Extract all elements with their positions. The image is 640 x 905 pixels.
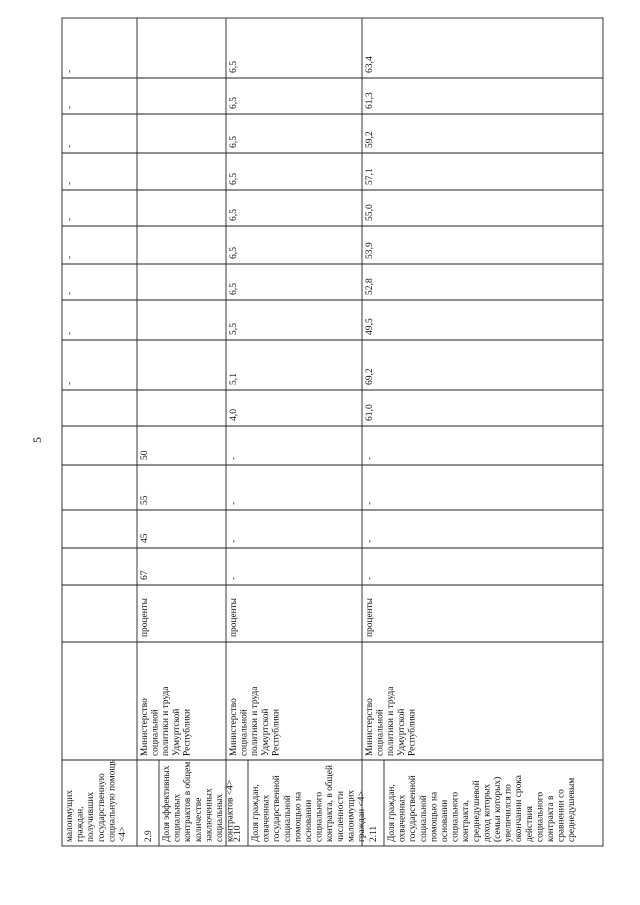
- row-0-value-6: -: [64, 331, 75, 335]
- row-1-value-1: 45: [139, 533, 150, 543]
- row-3-value-6: 49,5: [364, 318, 375, 335]
- row-1-number: 2.9: [144, 830, 154, 842]
- row-3-value-9: 55,0: [364, 204, 375, 221]
- row-1-indicator: Доля эффективныхсоциальныхконтрактов в общемколичествезаключенныхсоциальныхконтрактов <4>: [162, 761, 236, 842]
- row-0-value-8: -: [64, 255, 75, 259]
- row-2-indicator: Доля граждан,охваченныхгосударственнойсоциальнойпомощью наоснованиисоциальногоконтракта, в общейчисленностималоимущихграждан <4>: [251, 765, 367, 842]
- row-3-executor: Министерствосоциальнойполитики и трудаУдмуртскойРеспублики: [365, 686, 418, 756]
- row-1-value-0: 67: [139, 570, 150, 580]
- row-0-value-12: -: [64, 105, 75, 109]
- page-number: 5: [30, 437, 44, 443]
- row-2-value-4: 4,0: [228, 409, 239, 421]
- row-2-number: 2.10: [233, 825, 243, 842]
- row-0-value-7: -: [64, 291, 75, 295]
- row-3-value-5: 69,2: [364, 368, 375, 385]
- row-2-unit: проценты: [229, 598, 239, 637]
- row-3-value-1: -: [364, 539, 375, 543]
- row-3-value-8: 53,9: [364, 242, 375, 259]
- row-3-value-7: 52,8: [364, 278, 375, 295]
- row-2-value-1: -: [228, 539, 239, 543]
- row-1-executor: Министерствосоциальнойполитики и трудаУдмуртскойРеспублики: [140, 686, 193, 756]
- row-1-value-3: 50: [139, 450, 150, 460]
- row-3-value-4: 61,0: [364, 404, 375, 421]
- row-3-value-11: 59,2: [364, 131, 375, 148]
- row-3-value-12: 61,3: [364, 92, 375, 109]
- row-2-value-8: 6,5: [228, 247, 239, 259]
- row-0-value-9: -: [64, 217, 75, 221]
- row-2-executor: Министерствосоциальнойполитики и трудаУдмуртскойРеспублики: [229, 686, 282, 756]
- row-2-value-3: -: [228, 456, 239, 460]
- row-2-value-13: 6,5: [228, 61, 239, 73]
- row-3-value-13: 63,4: [364, 56, 375, 73]
- row-2-value-10: 6,5: [228, 173, 239, 185]
- row-3-number: 2.11: [369, 825, 379, 842]
- row-1-unit: проценты: [140, 598, 150, 637]
- row-1-value-2: 55: [139, 495, 150, 505]
- row-2-value-6: 5,5: [228, 323, 239, 335]
- row-0-value-10: -: [64, 181, 75, 185]
- row-3-unit: проценты: [365, 598, 375, 637]
- row-3-indicator: Доля граждан,охваченныхгосударственнойсоциальнойпомощью наоснованиисоциальногоконтракта,среднедушевойдоход которых(семьи которых)увеличился поокончании срокадействиясоциальногоконтракта всравнении сосреднедушевым: [387, 775, 578, 842]
- row-3-value-2: -: [364, 501, 375, 505]
- row-2-value-9: 6,5: [228, 209, 239, 221]
- row-2-value-0: -: [228, 576, 239, 580]
- row-2-value-7: 6,5: [228, 283, 239, 295]
- row-0-value-5: -: [64, 381, 75, 385]
- row-0-value-13: -: [64, 69, 75, 73]
- row-2-value-5: 5,1: [228, 373, 239, 385]
- row-3-value-3: -: [364, 456, 375, 460]
- row-3-value-10: 57,1: [364, 168, 375, 185]
- row-0-indicator: малоимущихграждан,получившихгосударственнуюсоциальную помощь<4>: [65, 759, 128, 842]
- row-0-value-11: -: [64, 144, 75, 148]
- row-2-value-2: -: [228, 501, 239, 505]
- row-3-value-0: -: [364, 576, 375, 580]
- row-2-value-12: 6,5: [228, 97, 239, 109]
- row-2-value-11: 6,5: [228, 136, 239, 148]
